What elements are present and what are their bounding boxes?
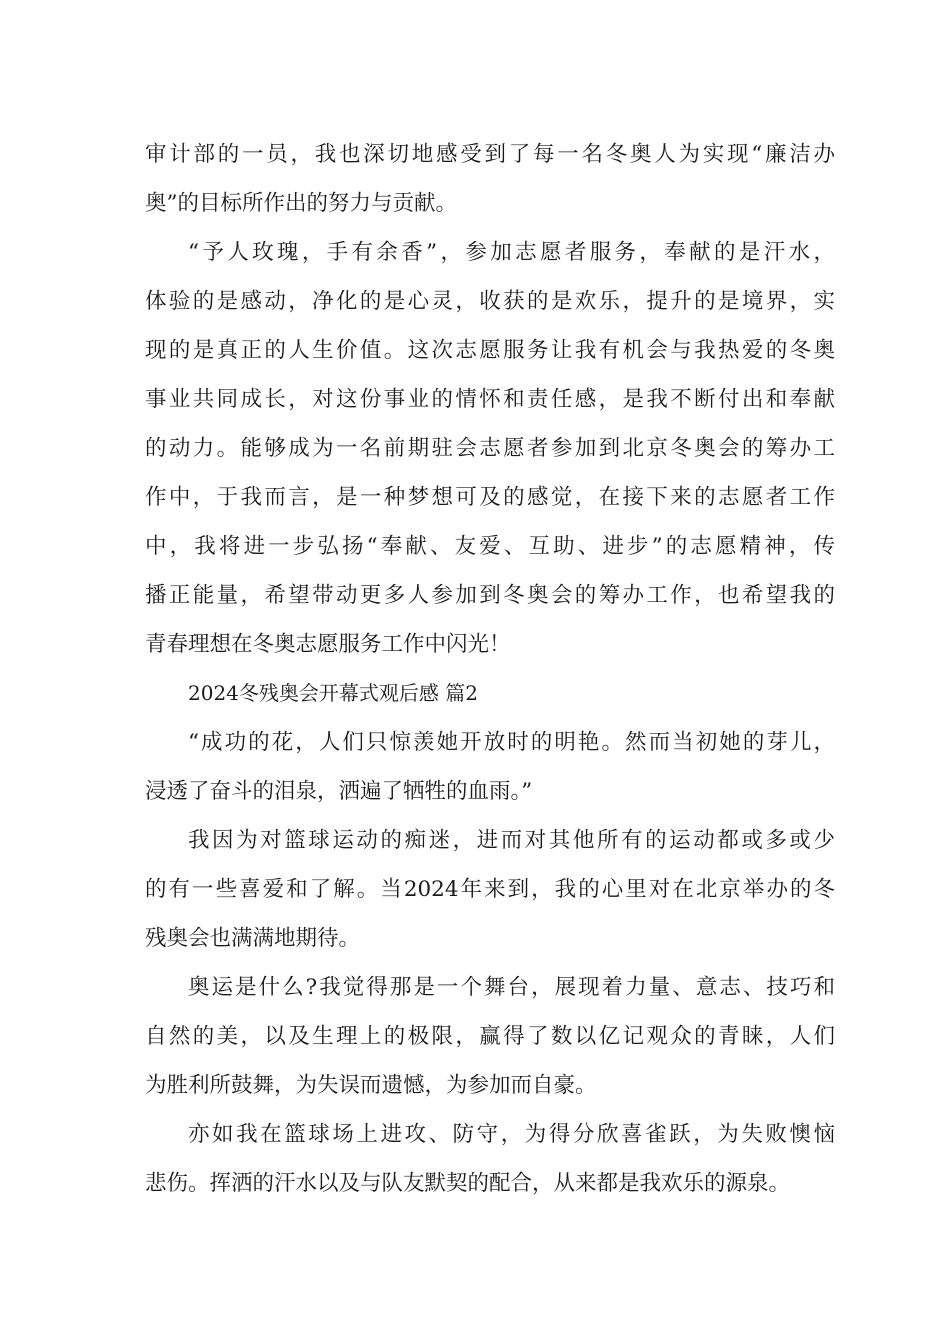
text-line: 青春理想在冬奥志愿服务工作中闪光！ [145, 632, 511, 657]
paragraph-3 [145, 718, 835, 816]
text-line: 体验的是感动，净化的是心灵，收获的是欢乐，提升的是境界，实 [145, 289, 835, 314]
text-line: 浸透了奋斗的泪泉，洒遍了牺牲的血雨。” [145, 779, 533, 804]
text-line: 奥”的目标所作出的努力与贡献。 [145, 191, 457, 216]
text-line: 亦如我在篮球场上进攻、防守，为得分欣喜雀跃，为失败懊恼 [188, 1122, 835, 1147]
text-line: 中，我将进一步弘扬“奉献、友爱、互助、进步”的志愿精神，传 [145, 534, 835, 559]
text-line: 为胜利所鼓舞，为失误而遗憾，为参加而自豪。 [145, 1073, 597, 1098]
text-line: “成功的花，人们只惊羡她开放时的明艳。然而当初她的芽儿， [188, 730, 835, 755]
text-line: 自然的美，以及生理上的极限，赢得了数以亿记观众的青睐，人们 [145, 1024, 835, 1049]
text-line: 悲伤。挥洒的汗水以及与队友默契的配合，从来都是我欢乐的源泉。 [145, 1171, 791, 1196]
text-line: 的动力。能够成为一名前期驻会志愿者参加到北京冬奥会的筹办工 [145, 436, 835, 461]
paragraph-5 [145, 963, 835, 1110]
paragraph-1 [145, 130, 835, 228]
text-line: 审计部的一员，我也深切地感受到了每一名冬奥人为实现“廉洁办 [145, 142, 835, 167]
paragraph-6 [145, 1110, 835, 1208]
text-line: 残奥会也满满地期待。 [145, 926, 361, 951]
text-line: 作中，于我而言，是一种梦想可及的感觉，在接下来的志愿者工作 [145, 485, 835, 510]
text-line: 的有一些喜爱和了解。当2024年来到，我的心里对在北京举办的冬 [145, 877, 835, 902]
paragraph-4 [145, 816, 835, 963]
text-line: 现的是真正的人生价值。这次志愿服务让我有机会与我热爱的冬奥 [145, 338, 835, 363]
text-line: 播正能量，希望带动更多人参加到冬奥会的筹办工作，也希望我的 [145, 583, 835, 608]
text-line: 我因为对篮球运动的痴迷，进而对其他所有的运动都或多或少 [188, 828, 835, 853]
text-line: 奥运是什么?我觉得那是一个舞台，展现着力量、意志、技巧和 [188, 975, 835, 1000]
text-line: 事业共同成长，对这份事业的情怀和责任感，是我不断付出和奉献 [145, 387, 835, 412]
section-heading: 2024冬残奥会开幕式观后感 篇2 [188, 681, 478, 705]
text-line: “予人玫瑰，手有余香”，参加志愿者服务，奉献的是汗水， [188, 240, 835, 265]
document-body [145, 130, 835, 1208]
paragraph-2 [145, 228, 835, 669]
